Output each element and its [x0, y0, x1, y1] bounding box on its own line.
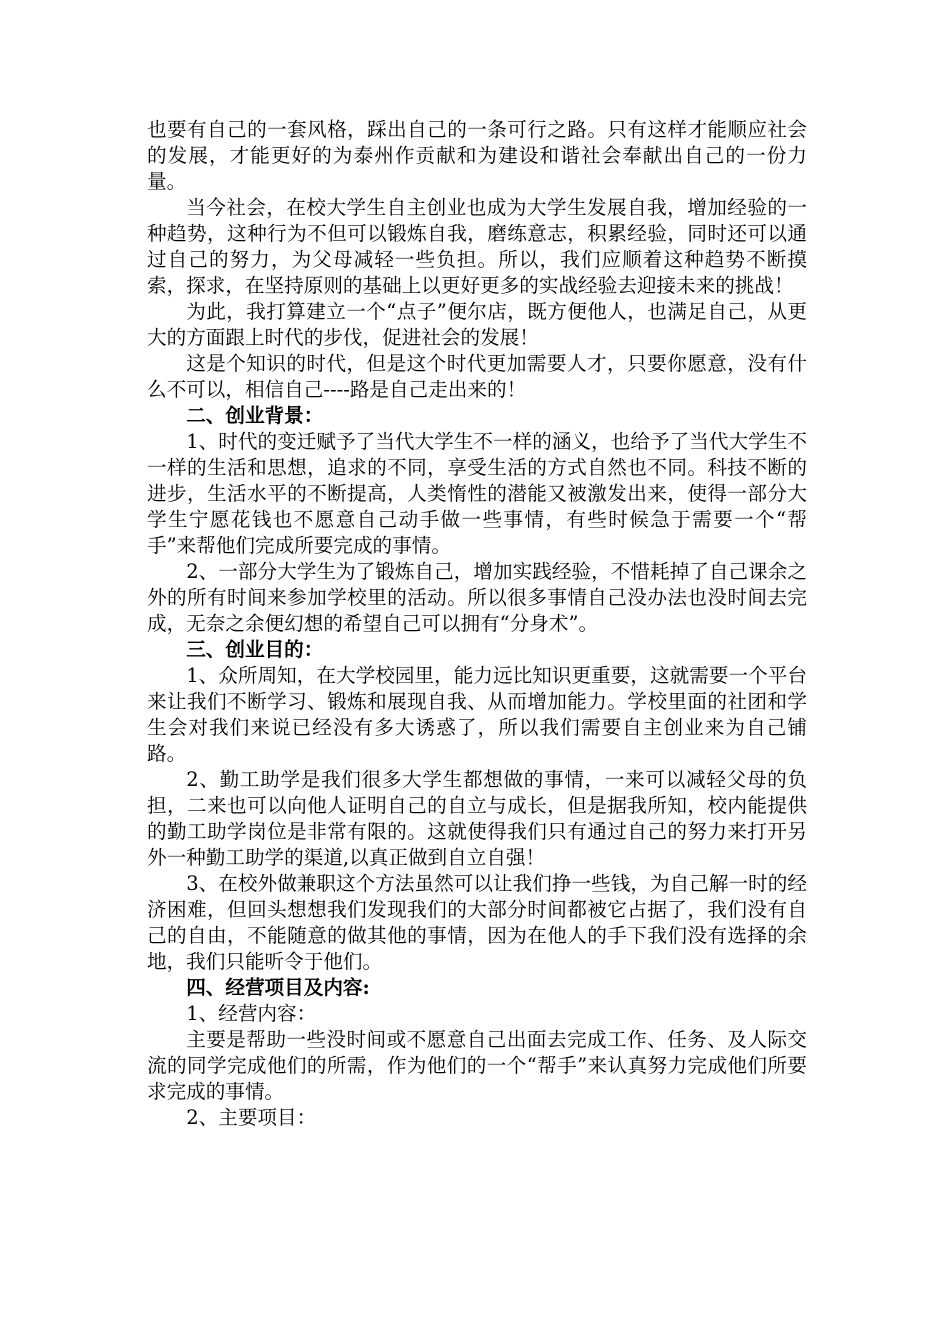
paragraph-9: 3、在校外做兼职这个方法虽然可以让我们挣一些钱，为自己解一时的经济困难，但回头想想我们发现我们的大部分时间都被它占据了，我们没有自己的自由，不能随意的做其他的事情，因为在他人的手下我们没有选择的余地，我们只能听令于他们。: [147, 872, 807, 973]
paragraph-8: 2、勤工助学是我们很多大学生都想做的事情，一来可以减轻父母的负担，二来也可以向他人证明自己的自立与成长，但是据我所知，校内能提供的勤工助学岗位是非常有限的。这就使得我们只有通过自己的努力来打开另外一种勤工助学的渠道,以真正做到自立自强！: [147, 768, 807, 869]
paragraph-12: 2、主要项目：: [186, 1106, 317, 1129]
paragraph-10: 1、经营内容：: [186, 1002, 317, 1025]
section-heading-projects: 四、经营项目及内容:: [186, 976, 370, 999]
document-page: [147, 117, 807, 1131]
section-heading-purpose: 三、创业目的：: [186, 638, 324, 661]
paragraph-5: 1、时代的变迁赋予了当代大学生不一样的涵义，也给予了当代大学生不一样的生活和思想，追求的不同，享受生活的方式自然也不同。科技不断的进步，生活水平的不断提高，人类惰性的潜能又被激发出来，使得一部分大学生宁愿花钱也不愿意自己动手做一些事情，有些时候急于需要一个“帮手”来帮他们完成所要完成的事情。: [147, 430, 807, 557]
paragraph-7: 1、众所周知，在大学校园里，能力远比知识更重要，这就需要一个平台来让我们不断学习、锻炼和展现自我、从而增加能力。学校里面的社团和学生会对我们来说已经没有多大诱惑了，所以我们需要自主创业来为自己铺路。: [147, 664, 807, 765]
section-heading-background: 二、创业背景：: [186, 404, 324, 427]
paragraph-2: 当今社会，在校大学生自主创业也成为大学生发展自我，增加经验的一种趋势，这种行为不但可以锻炼自我，磨练意志，积累经验，同时还可以通过自己的努力，为父母减轻一些负担。所以，我们应顺着这种趋势不断摸索，探求，在坚持原则的基础上以更好更多的实战经验去迎接未来的挑战！: [147, 196, 807, 297]
paragraph-11: 主要是帮助一些没时间或不愿意自己出面去完成工作、任务、及人际交流的同学完成他们的所需，作为他们的一个“帮手”来认真努力完成他们所要求完成的事情。: [147, 1028, 807, 1103]
paragraph-4: 这是个知识的时代，但是这个时代更加需要人才，只要你愿意，没有什么不可以，相信自己----路是自己走出来的！: [147, 352, 807, 401]
paragraph-6: 2、一部分大学生为了锻炼自己，增加实践经验，不惜耗掉了自己课余之外的所有时间来参加学校里的活动。所以很多事情自己没办法也没时间去完成，无奈之余便幻想的希望自己可以拥有“分身术”。: [147, 560, 807, 635]
paragraph-1: 也要有自己的一套风格，踩出自己的一条可行之路。只有这样才能顺应社会的发展，才能更好的为泰州作贡献和为建设和谐社会奉献出自己的一份力量。: [147, 118, 807, 193]
paragraph-3: 为此，我打算建立一个“点子”便尔店，既方便他人，也满足自己，从更大的方面跟上时代的步伐，促进社会的发展！: [147, 300, 807, 349]
